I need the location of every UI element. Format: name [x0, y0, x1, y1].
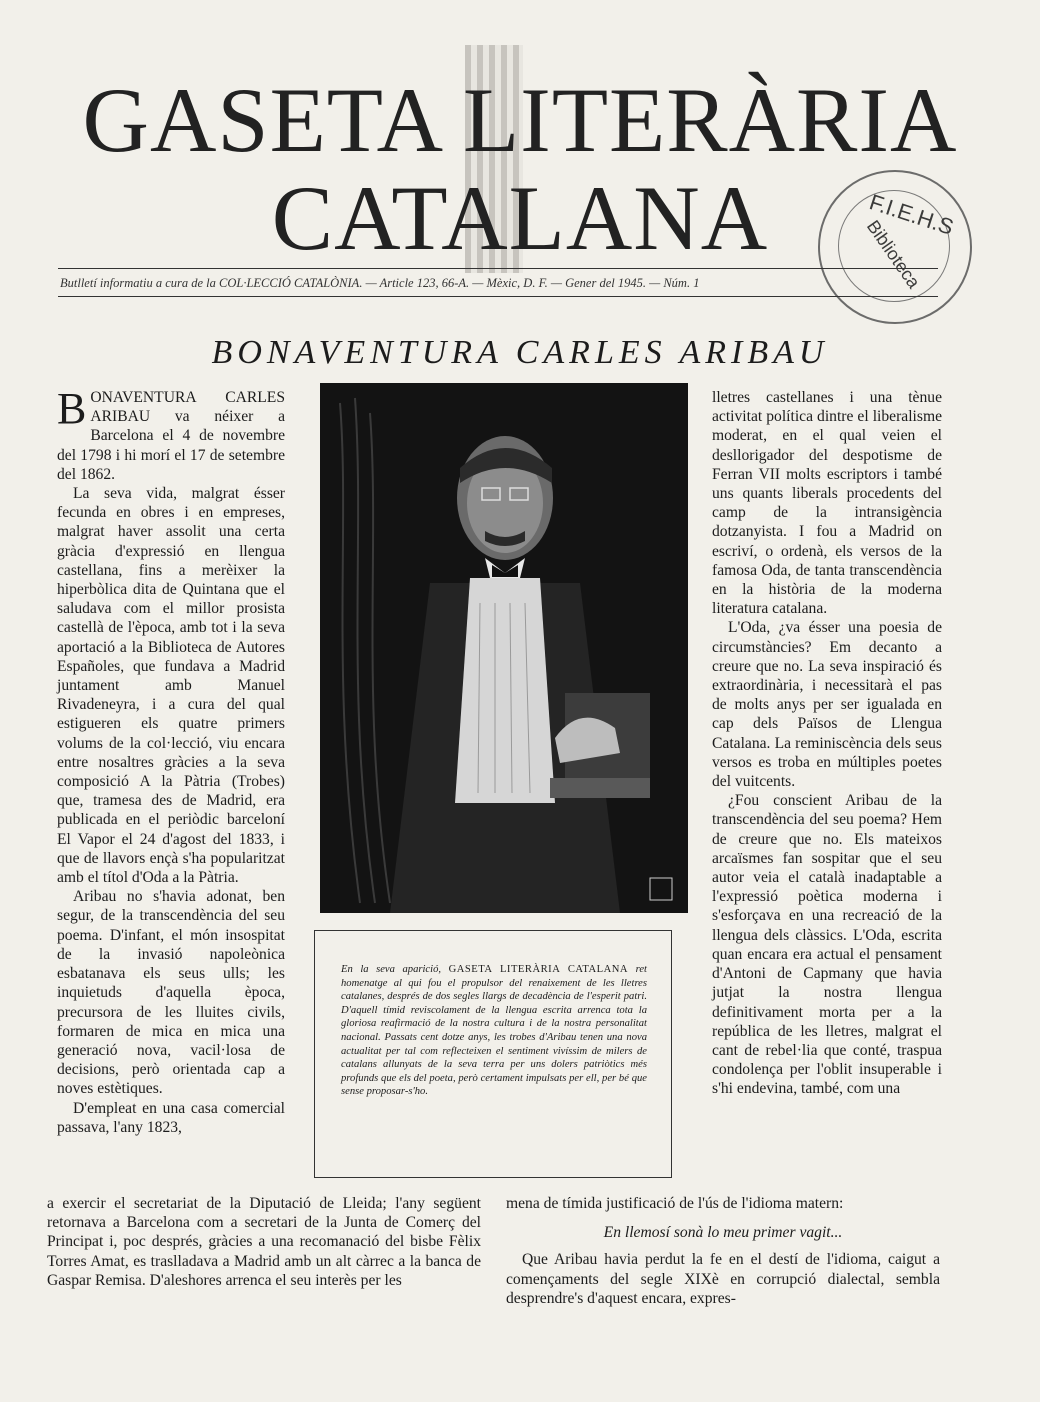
portrait-illustration [320, 383, 688, 913]
masthead-rule-bottom [58, 296, 938, 297]
masthead-line1: GASETA LITERÀRIA [82, 69, 958, 171]
caption-publication-name: GASETA LITERÀRIA CATALANA [448, 964, 629, 975]
caption-body: ret homenatge al qui fou el propulsor del renaixement de les lletres catalanes, després de dos segles llargs de decadència de l'esperit patri. D'aquell tímid reviscolament de la llengua escrita arrenca tota la gloriosa reafirmació de la nostra cultura i de la nostra personalitat nacional. Passats cent dotze anys, les trobes d'Aribau tenen una nova actualitat per tal com reflecteixen el sentiment vivíssim de milers de catalans allunyats de la seva terra per uns dolers patriòtics més profunds que els del poeta, però certament impulsats per ell, per bé que sense proposar-s'ho. [341, 964, 647, 1098]
masthead-subhead: Butlletí informatiu a cura de la COL·LECCIÓ CATALÒNIA. — Article 123, 66-A. — Mèxic, D. F. — Gener del 1945. — Núm. 1 [60, 276, 700, 290]
aribau-portrait-engraving [320, 383, 688, 913]
article-column-left [57, 384, 285, 1137]
article-bottom-right [506, 1194, 940, 1308]
article-headline: BONAVENTURA CARLES ARIBAU [211, 334, 829, 371]
stamp-text-top: F.I.E.H.S [866, 189, 957, 240]
drop-cap: B [57, 384, 87, 433]
paragraph: Que Aribau havia perdut la fe en el destí de l'idioma, caigut a començaments del segle XIXè en corrupció dialectal, sembla desprendre's d'aquest encara, expres- [506, 1251, 940, 1307]
paragraph-text: ONAVENTURA CARLES ARIBAU va néixer a Barcelona el 4 de novembre del 1798 i hi morí el 17 de setembre del 1862. [57, 389, 285, 483]
paragraph [57, 384, 285, 484]
paragraph: mena de tímida justificació de l'ús de l'idioma matern: [506, 1195, 844, 1212]
stamp-text-bottom: Biblioteca [862, 216, 925, 292]
portrait-caption-box [314, 930, 672, 1178]
paragraph: La seva vida, malgrat ésser fecunda en obres i en empreses, malgrat haver assolit una certa gràcia d'expressió en llengua castellana, fins a merèixer la hiperbòlica dita de Quintana que el saludava com el millor prosista castellà de l'època, amb tot i la seva aportació a la Biblioteca de Autores Españoles, que fundava a Madrid juntament amb Manuel Rivadeneyra, i a cura del qual estigueren els quatre primers volums de la col·lecció, viu encara entre nosaltres gràcies a la seva composició A la Pàtria (Trobes) que, tramesa des de Madrid, era publicada en el periòdic barceloní El Vapor el 24 d'agost del 1833, i que de llavors ençà s'ha popularitzat amb el títol d'Oda a la Pàtria. [57, 485, 285, 887]
library-stamp [818, 170, 972, 324]
article-column-right [712, 388, 942, 1099]
masthead-rule-top [58, 268, 938, 269]
caption-lead: En la seva aparició, [341, 964, 449, 975]
masthead-line2: CATALANA [271, 167, 769, 269]
verse-quote: En llemosí sonà lo meu primer vagit... [603, 1224, 843, 1242]
paragraph: Aribau no s'havia adonat, ben segur, de la transcendència del seu poema. D'infant, el món insospitat de la invasió napoleònica esbatanava els seus ulls; les inquietuds d'aquella època, precursora de les lluites civils, formaren de mica en mica una generació nova, vacil·losa de decisions, però orientada cap a noves estètiques. [57, 888, 285, 1098]
paragraph: D'empleat en una casa comercial passava, l'any 1823, [57, 1099, 285, 1136]
paragraph: ¿Fou conscient Aribau de la transcendència del seu poema? Hem de creure que no. Els mateixos arcaïsmes fan sospitar que el seu autor veia el català inadaptable a l'expressió poètica moderna i s'esforçava en una recreació de la llengua dels clàssics. L'Oda, escrita quan encara era actual el pensament d'Antoni de Capmany que havia jutjat la nostra llengua definitivament morta per a la república de les lletres, malgrat el cant de rebel·lia que conté, traspua condolença per l'oblit insuperable i s'hi endevina, també, com una [712, 792, 942, 1098]
paragraph: lletres castellanes i una tènue activitat política dintre el liberalisme moderat, en el qual veien el desllorigador del despotisme de Ferran VII molts escriptors i també uns quants liberals procedents del camp de la intransigència dotzanyista. I fou a Madrid on escriví, o ordenà, els versos de la famosa Oda, de tanta transcendència en la història de la moderna literatura catalana. [712, 389, 942, 618]
paragraph: L'Oda, ¿va ésser una poesia de circumstàncies? Em decanto a creure que no. La seva inspiració és extraordinària, i necessitarà el pas de molts anys per ser igualada en cap dels Països de Llengua Catalana. La reminiscència dels seus versos es troba en múltiples poetes del vuitcents. [712, 619, 942, 791]
article-bottom-left: a exercir el secretariat de la Diputació de Lleida; l'any següent retornava a Barcelona com a secretari de la Junta de Comerç del Principat i, poc després, gràcies a una recomanació del bisbe Fèlix Torres Amat, es traslladava a Madrid amb un alt càrrec a la banca de Gaspar Remisa. D'aleshores arrenca el seu interès per les [47, 1195, 481, 1289]
caption-text [341, 963, 647, 1099]
